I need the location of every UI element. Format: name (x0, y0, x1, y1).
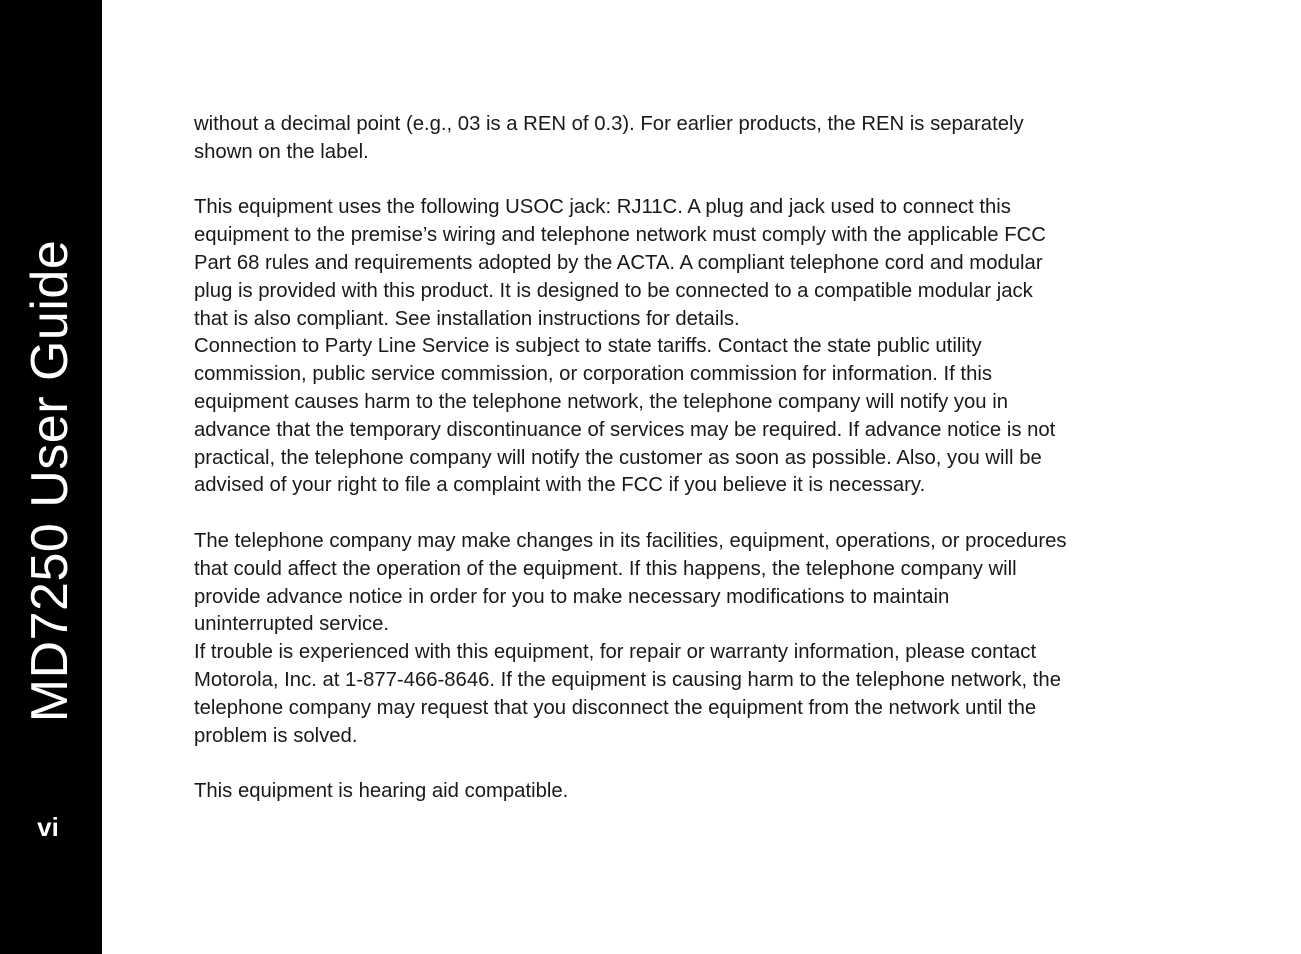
paragraph-ren-label: without a decimal point (e.g., 03 is a REN of 0.3). For earlier products, the REN is separately shown on the label. (194, 113, 1024, 163)
paragraph-trouble-contact: If trouble is experienced with this equipment, for repair or warranty information, please contact Motorola, Inc. at 1-877-466-8646. If the equipment is causing harm to the telephone network, the telephone company may request that you disconnect the equipment from the network until the problem is solved. (194, 641, 1061, 747)
page-number: vi (37, 812, 59, 842)
body-text (194, 111, 1194, 806)
paragraph-hearing-aid: This equipment is hearing aid compatible. (194, 780, 569, 803)
sidebar (0, 0, 102, 954)
paragraph-facility-changes: The telephone company may make changes in its facilities, equipment, operations, or procedures that could affect the operation of the equipment. If this happens, the telephone company will provide advance notice in order for you to make necessary modifications to maintain uninterrupted service. (194, 529, 1067, 636)
paragraph-usoc-jack: This equipment uses the following USOC jack: RJ11C. A plug and jack used to connect this equipment to the premise’s wiring and telephone network must comply with the applicable FCC Part 68 rules and requirements adopted by the ACTA. A compliant telephone cord and modular plug is provided with this product. It is designed to be connected to a compatible modular jack that is also compliant. See installation instructions for details. (194, 196, 1046, 330)
paragraph-party-line: Connection to Party Line Service is subject to state tariffs. Contact the state public utility commission, public service commission, or corporation commission for information. If this equipment causes harm to the telephone network, the telephone company will notify you in advance that the temporary discontinuance of services may be required. If advance notice is not practical, the telephone company will notify the customer as soon as possible. Also, you will be advised of your right to file a complaint with the FCC if you believe it is necessary. (194, 335, 1056, 497)
guide-title: MD7250 User Guide (21, 239, 79, 723)
